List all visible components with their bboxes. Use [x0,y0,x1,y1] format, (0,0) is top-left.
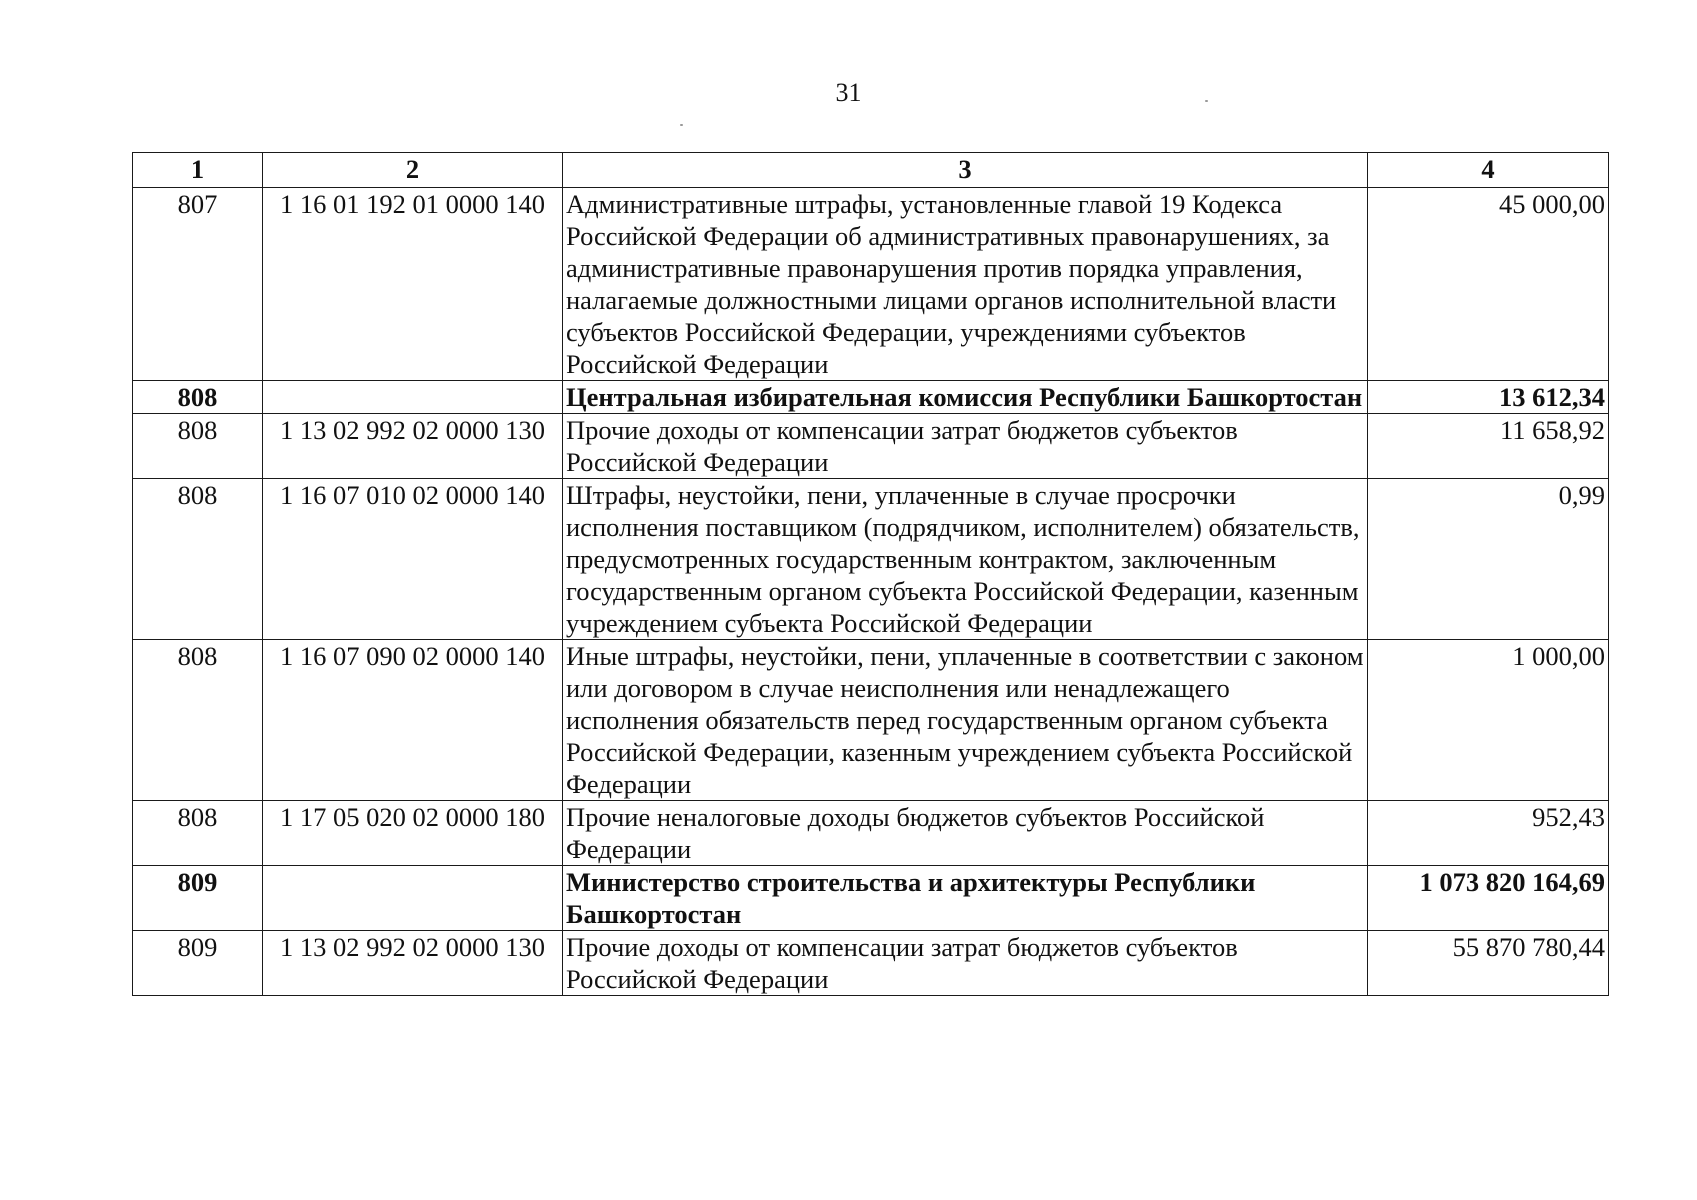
description-cell: Штрафы, неустойки, пени, уплаченные в случае просрочки исполнения поставщиком (подрядчиком, исполнителем) обязательств, предусмотренных государственным контрактом, заключенным государственным органом субъекта Российской Федерации, казенным учреждением субъекта Российской Федерации [563,479,1368,640]
amount-cell: 1 000,00 [1368,640,1609,801]
revenue-table [132,152,1609,996]
description-cell: Административные штрафы, установленные главой 19 Кодекса Российской Федерации об административных правонарушениях, за административные правонарушения против порядка управления, налагаемые должностными лицами органов исполнительной власти субъектов Российской Федерации, учреждениями субъектов Российской Федерации [563,188,1368,381]
scan-speck [680,124,683,126]
column-header: 1 [133,153,263,188]
amount-cell: 1 073 820 164,69 [1368,866,1609,931]
kbk-code-cell: 1 13 02 992 02 0000 130 [263,931,563,996]
section-row [133,866,1609,931]
amount-cell: 45 000,00 [1368,188,1609,381]
table-row [133,414,1609,479]
description-cell: Прочие доходы от компенсации затрат бюджетов субъектов Российской Федерации [563,931,1368,996]
kbk-code-cell: 1 16 07 090 02 0000 140 [263,640,563,801]
kbk-code-cell [263,866,563,931]
column-header: 4 [1368,153,1609,188]
section-row [133,381,1609,414]
amount-cell: 11 658,92 [1368,414,1609,479]
kbk-code-cell [263,381,563,414]
kbk-code-cell: 1 16 01 192 01 0000 140 [263,188,563,381]
admin-code-cell: 808 [133,414,263,479]
kbk-code-cell: 1 13 02 992 02 0000 130 [263,414,563,479]
table-header-row [133,153,1609,188]
kbk-code-cell: 1 16 07 010 02 0000 140 [263,479,563,640]
admin-code-cell: 808 [133,801,263,866]
admin-code-cell: 808 [133,640,263,801]
admin-code-cell: 809 [133,866,263,931]
kbk-code-cell: 1 17 05 020 02 0000 180 [263,801,563,866]
admin-code-cell: 808 [133,479,263,640]
amount-cell: 952,43 [1368,801,1609,866]
description-cell: Центральная избирательная комиссия Республики Башкортостан [563,381,1368,414]
amount-cell: 13 612,34 [1368,381,1609,414]
description-cell: Прочие доходы от компенсации затрат бюджетов субъектов Российской Федерации [563,414,1368,479]
admin-code-cell: 809 [133,931,263,996]
page-number: 31 [835,78,862,107]
column-header: 2 [263,153,563,188]
amount-cell: 55 870 780,44 [1368,931,1609,996]
admin-code-cell: 807 [133,188,263,381]
table-row [133,188,1609,381]
table-row [133,801,1609,866]
table-row [133,479,1609,640]
amount-cell: 0,99 [1368,479,1609,640]
table-row [133,640,1609,801]
description-cell: Прочие неналоговые доходы бюджетов субъектов Российской Федерации [563,801,1368,866]
table-row [133,931,1609,996]
description-cell: Министерство строительства и архитектуры Республики Башкортостан [563,866,1368,931]
scan-speck [1205,100,1208,102]
admin-code-cell: 808 [133,381,263,414]
description-cell: Иные штрафы, неустойки, пени, уплаченные в соответствии с законом или договором в случае неисполнения или ненадлежащего исполнения обязательств перед государственным органом субъекта Российской Федерации, казенным учреждением субъекта Российской Федерации [563,640,1368,801]
column-header: 3 [563,153,1368,188]
